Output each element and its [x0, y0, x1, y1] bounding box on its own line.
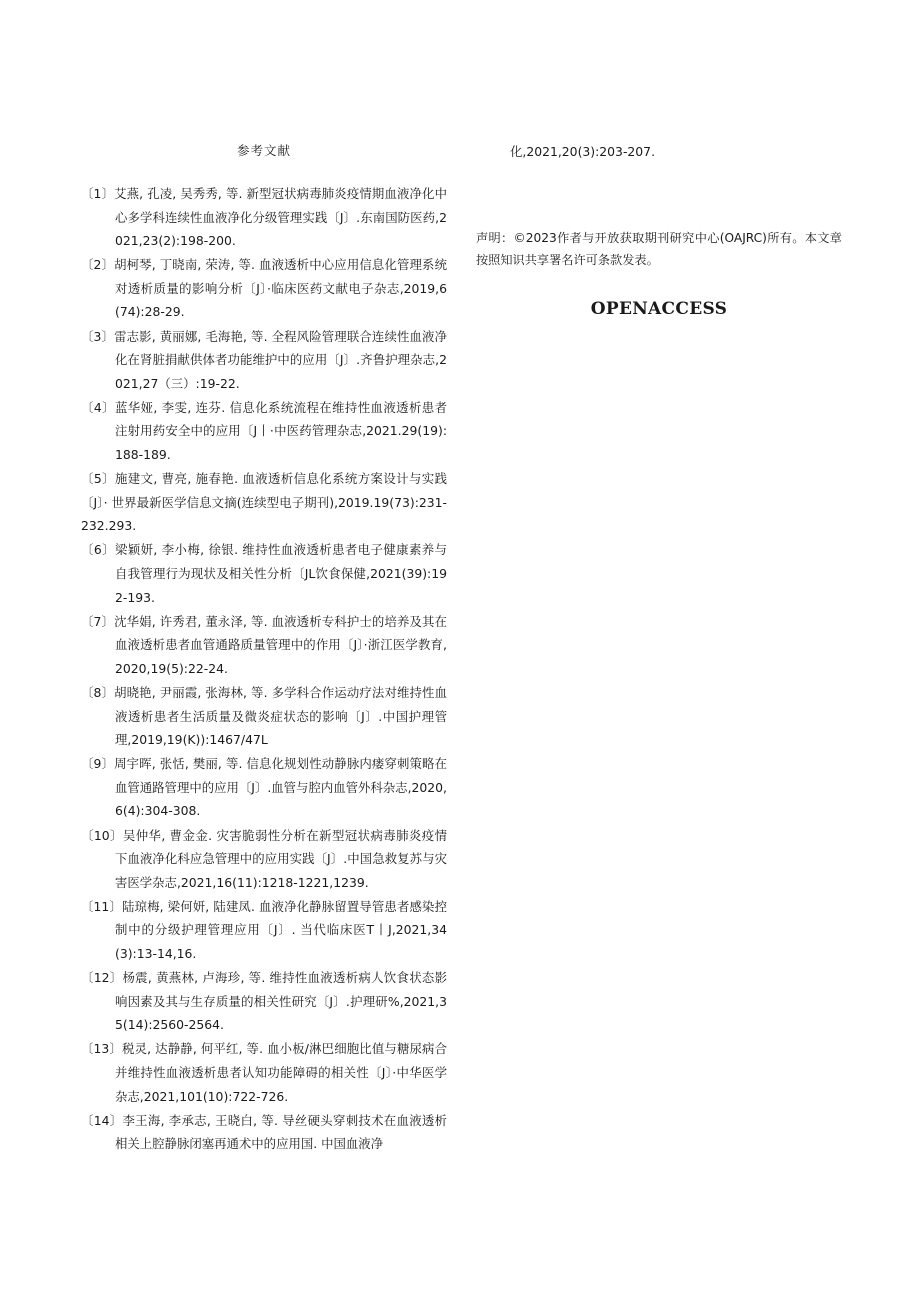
reference-number: 〔12〕 [81, 970, 123, 986]
reference-item [81, 1037, 447, 1108]
reference-number: 〔14〕 [81, 1112, 123, 1128]
reference-number: 〔1〕 [81, 186, 115, 201]
reference-number: 〔7〕 [81, 613, 115, 629]
reference-text: 周宇晖, 张恬, 樊丽, 等. 信息化规划性动静脉内瘘穿刺策略在血管通路管理中的应用〔J〕.血管与腔内血管外科杂志,2020,6(4):304-308. [114, 756, 447, 819]
reference-item [81, 325, 447, 396]
reference-text: 税灵, 达静静, 何平红, 等. 血小板/淋巴细胞比值与糖尿病合并维持性血液透析患者认知功能障碍的相关性〔J〕·中华医学杂志,2021,101(10):722-726. [115, 1041, 447, 1104]
right-column [476, 140, 842, 319]
reference-list [81, 182, 447, 1156]
reference-number: 〔2〕 [81, 257, 115, 273]
open-access-label: OPENACCESS [590, 298, 728, 319]
reference-number: 〔10〕 [81, 827, 123, 843]
reference-continuation: 化,2021,20(3):203-207. [510, 144, 656, 159]
reference-number: 〔3〕 [81, 328, 115, 344]
copyright-statement: 声明：©2023作者与开放获取期刊研究中心(OAJRC)所有。本文章按照知识共享署名许可条款发表。 [476, 230, 842, 267]
reference-number: 〔9〕 [81, 756, 115, 772]
reference-item [81, 752, 447, 823]
reference-item [81, 681, 447, 752]
reference-item [81, 182, 447, 253]
reference-item [81, 253, 447, 324]
reference-item [81, 1109, 447, 1156]
reference-number: 〔6〕 [81, 542, 115, 558]
reference-item [81, 538, 447, 609]
reference-text: 杨震, 黄燕林, 卢海珍, 等. 维持性血液透析病人饮食状态影响因素及其与生存质量的相关性研究〔J〕.护理研%,2021,35(14):2560-2564. [115, 970, 447, 1033]
reference-text: 李王海, 李承志, 王晓白, 等. 导丝硬头穿刺技术在血液透析相关上腔静脉闭塞再通术中的应用国. 中国血液净 [115, 1112, 447, 1152]
reference-item [81, 824, 447, 895]
reference-text: 沈华娟, 许秀君, 董永泽, 等. 血液透析专科护士的培养及其在血液透析患者血管通路质量管理中的作用〔J〕·浙江医学教育,2020,19(5):22-24. [114, 613, 447, 676]
left-column [81, 140, 447, 1156]
reference-text: 雷志影, 黄丽娜, 毛海艳, 等. 全程风险管理联合连续性血液净化在肾脏捐献供体者功能维护中的应用〔J〕.齐鲁护理杂志,2021,27（三）:19-22. [114, 328, 447, 391]
reference-text: 胡柯琴, 丁晓南, 荣涛, 等. 血液透析中心应用信息化管理系统对透析质量的影响分析〔J〕·临床医药文献电子杂志,2019,6(74):28-29. [114, 257, 447, 320]
reference-number: 〔5〕 [81, 471, 115, 487]
reference-text: 胡晓艳, 尹丽霞, 张海林, 等. 多学科合作运动疗法对维持性血液透析患者生活质量及微炎症状态的影响〔J〕.中国护理管理,2019,19(K)):1467/47L [114, 684, 447, 748]
reference-text: 施建文, 曹亮, 施春艳. 血液透析信息化系统方案设计与实践〔J〕· 世界最新医学信息文摘(连续型电子期刊),2019.19(73):231-232.293. [81, 471, 447, 534]
reference-number: 〔11〕 [81, 898, 123, 914]
reference-text: 蓝华娅, 李雯, 连芬. 信息化系统流程在维持性血液透析患者注射用药安全中的应用〔J丨·中医药管理杂志,2021.29(19):188-189. [114, 399, 447, 463]
reference-item [81, 396, 447, 467]
reference-text: 陆琼梅, 梁何妍, 陆建凤. 血液净化静脉留置导管患者感染控制中的分级护理管理应用〔J〕. 当代临床医T丨J,2021,34(3):13-14,16. [115, 898, 447, 961]
reference-text: 梁颖妍, 李小梅, 徐银. 维持性血液透析患者电子健康素养与自我管理行为现状及相关性分析〔JL饮食保健,2021(39):192-193. [114, 542, 447, 605]
references-heading: 参考文献 [236, 143, 291, 158]
reference-text: 吴仲华, 曹金金. 灾害脆弱性分析在新型冠状病毒肺炎疫情下血液净化科应急管理中的应用实践〔J〕.中国急救复苏与灾害医学杂志,2021,16(11):1218-1221,1239. [115, 827, 447, 890]
reference-number: 〔8〕 [81, 684, 115, 700]
reference-number: 〔13〕 [81, 1041, 123, 1057]
reference-item [81, 966, 447, 1037]
reference-item [81, 467, 447, 538]
reference-item [81, 895, 447, 966]
reference-number: 〔4〕 [81, 399, 115, 415]
reference-item [81, 610, 447, 681]
reference-text: 艾燕, 孔凌, 吴秀秀, 等. 新型冠状病毒肺炎疫情期血液净化中心多学科连续性血液净化分级管理实践〔J〕.东南国防医药,2021,23(2):198-200. [114, 186, 447, 249]
